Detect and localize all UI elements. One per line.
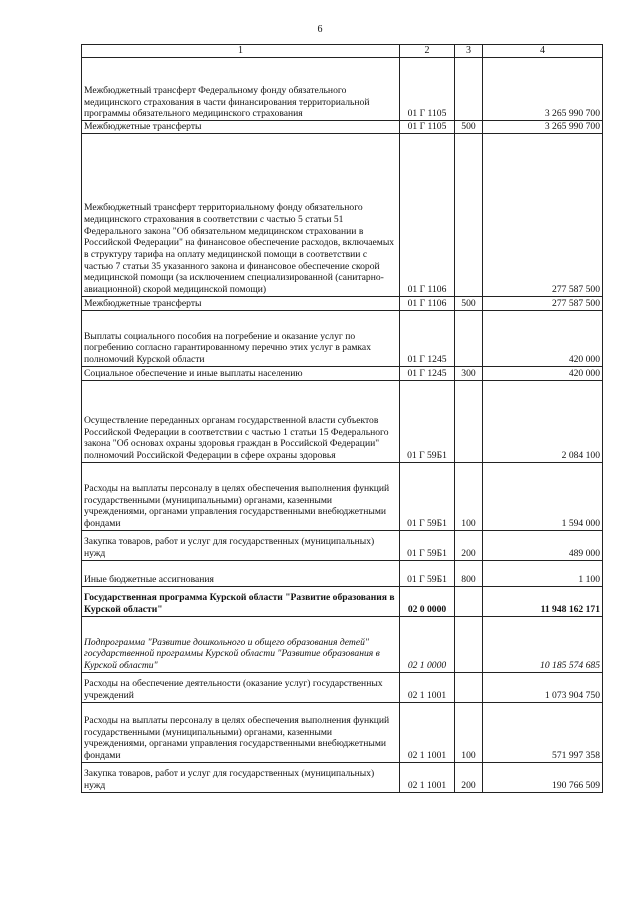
row-type-cell — [455, 616, 483, 672]
row-type-cell: 100 — [455, 462, 483, 530]
table-body — [82, 45, 603, 793]
row-sum-cell: 3 265 990 700 — [483, 58, 603, 121]
row-name-cell: Расходы на выплаты персоналу в целях обеспечения выполнения функций государственными (муниципальными) органами, казенными учреждениями, органами управления государственными внебюджетными фондами — [82, 462, 400, 530]
row-name-cell: Межбюджетный трансферт Федеральному фонду обязательного медицинского страхования в части финансирования территориальной программы обязательного медицинского страхования — [82, 58, 400, 121]
row-type-cell: 300 — [455, 366, 483, 380]
row-code-cell: 01 Г 1106 — [400, 133, 455, 296]
table-row — [82, 560, 603, 586]
row-name-cell: Межбюджетные трансферты — [82, 121, 400, 134]
row-sum-cell: 2 084 100 — [483, 380, 603, 462]
table-row — [82, 121, 603, 134]
row-name-cell: Закупка товаров, работ и услуг для государственных (муниципальных) нужд — [82, 762, 400, 792]
row-type-cell — [455, 310, 483, 366]
row-type-cell: 500 — [455, 121, 483, 134]
table-row — [82, 586, 603, 616]
table-row — [82, 133, 603, 296]
budget-table — [81, 44, 603, 793]
row-sum-cell: 11 948 162 171 — [483, 586, 603, 616]
row-code-cell: 01 Г 59Б1 — [400, 462, 455, 530]
row-type-cell — [455, 133, 483, 296]
row-code-cell: 01 Г 1105 — [400, 121, 455, 134]
row-sum-cell: 420 000 — [483, 366, 603, 380]
row-sum-cell: 420 000 — [483, 310, 603, 366]
row-name-cell: Иные бюджетные ассигнования — [82, 560, 400, 586]
row-code-cell: 02 1 1001 — [400, 702, 455, 762]
table-row — [82, 530, 603, 560]
table-row — [82, 58, 603, 121]
row-code-cell: 02 1 1001 — [400, 672, 455, 702]
row-type-cell — [455, 586, 483, 616]
row-name-cell: Социальное обеспечение и иные выплаты населению — [82, 366, 400, 380]
row-name-cell: Выплаты социального пособия на погребение и оказание услуг по погребению согласно гарантированному перечню этих услуг в рамках полномочий Курской области — [82, 310, 400, 366]
row-name-cell: Межбюджетный трансферт территориальному фонду обязательного медицинского страхования в соответствии с частью 5 статьи 51 Федерального закона "Об обязательном медицинском страховании в Российской Федерации" на финансовое обеспечение расходов, включаемых в структуру тарифа на оплату медицинской помощи в соответствии с частью 7 статьи 35 указанного закона и финансовое обеспечение скорой медицинской помощи (за исключением специализированной (санитарно-авиационной) скорой медицинской помощи) — [82, 133, 400, 296]
row-sum-cell: 190 766 509 — [483, 762, 603, 792]
row-sum-cell: 489 000 — [483, 530, 603, 560]
row-code-cell: 01 Г 1105 — [400, 58, 455, 121]
header-col-1: 1 — [82, 45, 400, 58]
table-row — [82, 366, 603, 380]
row-code-cell: 01 Г 59Б1 — [400, 380, 455, 462]
row-code-cell: 01 Г 59Б1 — [400, 530, 455, 560]
row-name-cell: Подпрограмма "Развитие дошкольного и общего образования детей" государственной программы Курской области "Развитие образования в Курской области" — [82, 616, 400, 672]
row-type-cell: 800 — [455, 560, 483, 586]
table-row — [82, 616, 603, 672]
header-col-4: 4 — [483, 45, 603, 58]
row-type-cell — [455, 380, 483, 462]
row-sum-cell: 3 265 990 700 — [483, 121, 603, 134]
row-name-cell: Осуществление переданных органам государственной власти субъектов Российской Федерации в соответствии с частью 1 статьи 15 Федерального закона "Об основах охраны здоровья граждан в Российской Федерации" полномочий Российской Федерации в сфере охраны здоровья — [82, 380, 400, 462]
row-type-cell — [455, 672, 483, 702]
row-code-cell: 01 Г 1106 — [400, 296, 455, 310]
row-sum-cell: 10 185 574 685 — [483, 616, 603, 672]
row-sum-cell: 277 587 500 — [483, 296, 603, 310]
row-name-cell: Расходы на обеспечение деятельности (оказание услуг) государственных учреждений — [82, 672, 400, 702]
row-type-cell: 500 — [455, 296, 483, 310]
row-code-cell: 01 Г 59Б1 — [400, 560, 455, 586]
table-row — [82, 310, 603, 366]
row-code-cell: 02 1 0000 — [400, 616, 455, 672]
row-sum-cell: 1 100 — [483, 560, 603, 586]
row-type-cell: 200 — [455, 762, 483, 792]
row-sum-cell: 277 587 500 — [483, 133, 603, 296]
table-row — [82, 702, 603, 762]
header-col-2: 2 — [400, 45, 455, 58]
table-header-row — [82, 45, 603, 58]
row-name-cell: Расходы на выплаты персоналу в целях обеспечения выполнения функций государственными (муниципальными) органами, казенными учреждениями, органами управления государственными внебюджетными фондами — [82, 702, 400, 762]
row-sum-cell: 1 594 000 — [483, 462, 603, 530]
table-row — [82, 462, 603, 530]
row-name-cell: Закупка товаров, работ и услуг для государственных (муниципальных) нужд — [82, 530, 400, 560]
row-code-cell: 02 1 1001 — [400, 762, 455, 792]
page-number: 6 — [317, 24, 323, 35]
row-sum-cell: 571 997 358 — [483, 702, 603, 762]
row-sum-cell: 1 073 904 750 — [483, 672, 603, 702]
table-row — [82, 672, 603, 702]
row-code-cell: 01 Г 1245 — [400, 310, 455, 366]
table-row — [82, 380, 603, 462]
table-row — [82, 762, 603, 792]
row-code-cell: 02 0 0000 — [400, 586, 455, 616]
row-type-cell — [455, 58, 483, 121]
table-row — [82, 296, 603, 310]
header-col-3: 3 — [455, 45, 483, 58]
row-name-cell: Государственная программа Курской области "Развитие образования в Курской области" — [82, 586, 400, 616]
row-type-cell: 100 — [455, 702, 483, 762]
row-code-cell: 01 Г 1245 — [400, 366, 455, 380]
row-name-cell: Межбюджетные трансферты — [82, 296, 400, 310]
row-type-cell: 200 — [455, 530, 483, 560]
